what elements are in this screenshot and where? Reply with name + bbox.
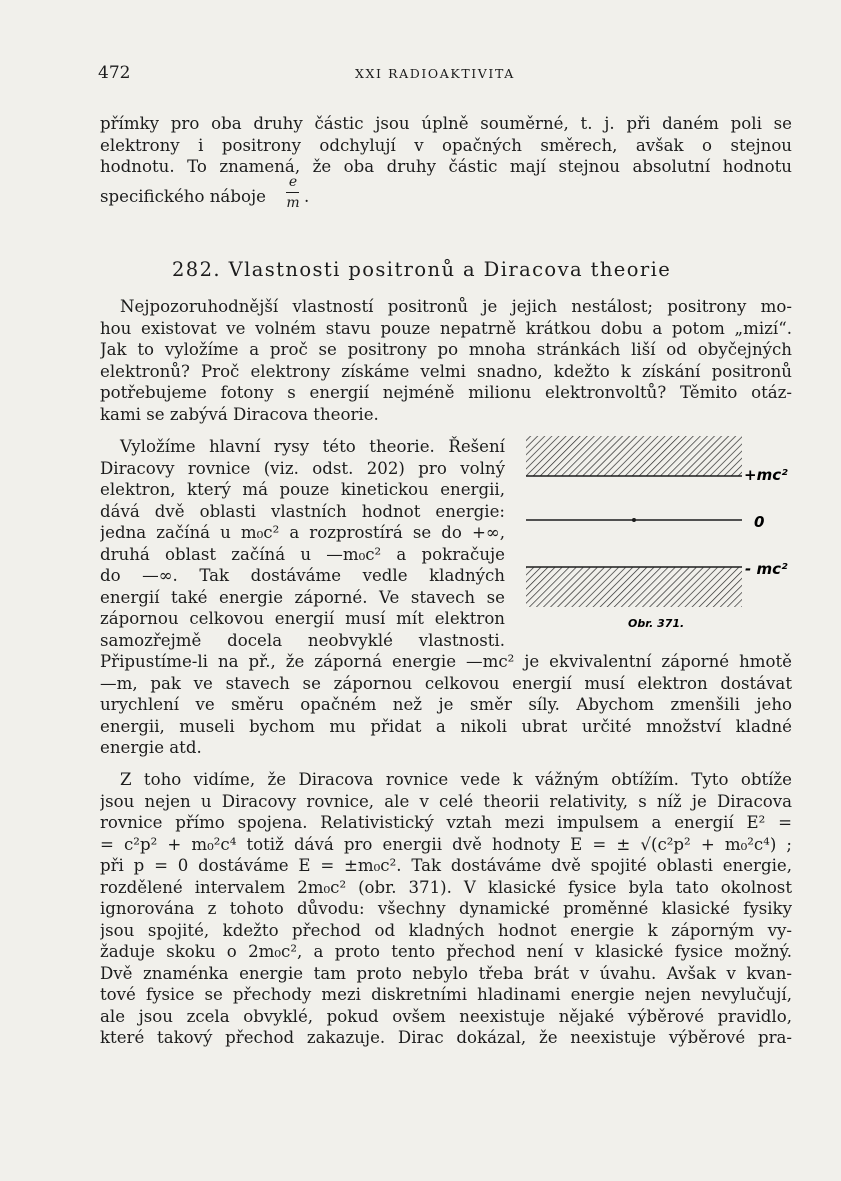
text-line: = c²p² + m₀²c⁴ totiž dává pro energii dvě hodnoty E = ± √(c²p² + m₀²c⁴) ; — [100, 834, 792, 854]
text-line: rozdělené intervalem 2m₀c² (obr. 371). V klasické fysice byla tato okolnost — [100, 877, 792, 897]
ratio-text: specifického náboje — [100, 187, 266, 206]
text-line: elektrony i positrony odchylují v opačných směrech, avšak o stejnou — [100, 135, 792, 155]
intro-paragraph — [100, 113, 792, 178]
text-line: elektron, který má pouze kinetickou energii, — [100, 480, 505, 499]
text-line: samozřejmě docela neobvyklé vlastnosti. — [100, 630, 505, 650]
negative-energy-band — [526, 567, 742, 607]
zero-point-dot — [632, 518, 636, 522]
text-line: elektronů? Proč elektrony získáme velmi snadno, kdežto k získání positronů — [100, 361, 792, 381]
text-line: přímky pro oba druhy částic jsou úplně souměrné, t. j. při daném poli se — [100, 114, 792, 133]
text-line: Nejpozoruhodnější vlastností positronů je jejich nestálost; positrony mo- — [120, 297, 792, 316]
fraction-numerator: e — [288, 174, 298, 190]
label-plus-mc2: +mc² — [744, 466, 788, 484]
text-line: hou existovat ve volném stavu pouze nepatrně krátkou dobu a potom „mizí“. — [100, 318, 792, 338]
text-line: energii, museli bychom mu přidat a nikoli ubrat určité množství kladné — [100, 716, 792, 736]
text-line: hodnotu. To znamená, že oba druhy částic mají stejnou absolutní hodnotu — [100, 157, 792, 176]
paragraph-dirac-wide — [100, 651, 792, 759]
text-line: urychlení ve směru opačném než je směr síly. Abychom zmenšili jeho — [100, 695, 792, 714]
text-line: jsou nejen u Diracovy rovnice, ale v celé theorii relativity, s níž je Diracova — [100, 791, 792, 811]
running-header — [98, 63, 798, 87]
fraction-denominator: m — [286, 195, 300, 211]
figure-caption: Obr. 371. — [628, 617, 685, 630]
text-line: kami se zabývá Diracova theorie. — [100, 404, 379, 424]
text-line: potřebujeme fotony s energií nejméně milionu elektronvoltů? Těmito otáz- — [100, 383, 792, 402]
ratio-end: . — [304, 187, 310, 206]
paragraph-positron-properties — [100, 296, 792, 425]
paragraph-dirac-narrow — [100, 436, 505, 651]
text-line: Diracovy rovnice (viz. odst. 202) pro volný — [100, 458, 505, 478]
text-line: tové fysice se přechody mezi diskretními hladinami energie nejen nevylučují, — [100, 985, 792, 1004]
text-line: které takový přechod zakazuje. Dirac dokázal, že neexistuje výběrové pra- — [100, 1028, 792, 1047]
text-line: Připustíme-li na př., že záporná energie —mc² je ekvivalentní záporné hmotě — [100, 652, 792, 671]
specific-charge-line — [100, 174, 310, 211]
text-line: dává dvě oblasti vlastních hodnot energie: — [100, 501, 505, 521]
text-line: Dvě znaménka energie tam proto nebylo třeba brát v úvahu. Avšak v kvan- — [100, 963, 792, 983]
paragraph-relativity — [100, 769, 792, 1049]
text-line: Jak to vyložíme a proč se positrony po mnoha stránkách liší od obyčejných — [100, 340, 792, 359]
text-line: druhá oblast začíná u —m₀c² a pokračuje — [100, 544, 505, 564]
text-line: při p = 0 dostáváme E = ±m₀c². Tak dostáváme dvě spojité oblasti energie, — [100, 856, 792, 875]
text-line: energie atd. — [100, 738, 202, 757]
text-line: jsou spojité, kdežto přechod od kladných hodnot energie k záporným vy- — [100, 920, 792, 940]
text-line: do —∞. Tak dostáváme vedle kladných — [100, 566, 505, 585]
positive-energy-band — [526, 436, 742, 476]
section-heading: 282. Vlastnosti positronů a Diracova theorie — [172, 258, 672, 281]
text-line: Vyložíme hlavní rysy této theorie. Řešení — [120, 437, 505, 456]
text-line: jedna začíná u m₀c² a rozprostírá se do +∞, — [100, 523, 505, 542]
text-line: Z toho vidíme, že Diracova rovnice vede k vážným obtížím. Tyto obtíže — [120, 770, 792, 789]
energy-level-diagram — [520, 432, 800, 642]
text-line: ignorována z tohoto důvodu: všechny dynamické proměnné klasické fysiky — [100, 899, 792, 918]
text-line: zápornou celkovou energií musí mít elektron — [100, 609, 505, 628]
label-zero: 0 — [754, 513, 765, 531]
text-line: rovnice přímo spojena. Relativistický vztah mezi impulsem a energií E² = — [100, 813, 792, 832]
page-number: 472 — [98, 63, 131, 83]
fraction-bar — [286, 192, 299, 193]
chapter-title: XXI RADIOAKTIVITA — [355, 66, 515, 81]
label-minus-mc2: - mc² — [745, 560, 788, 578]
text-line: energií také energie záporné. Ve stavech se — [100, 587, 505, 607]
text-line: —m, pak ve stavech se zápornou celkovou energií musí elektron dostávat — [100, 673, 792, 693]
text-line: žaduje skoku o 2m₀c², a proto tento přechod není v klasické fysice možný. — [100, 942, 792, 961]
text-line: ale jsou zcela obvyklé, pokud ovšem neexistuje nějaké výběrové pravidlo, — [100, 1006, 792, 1026]
